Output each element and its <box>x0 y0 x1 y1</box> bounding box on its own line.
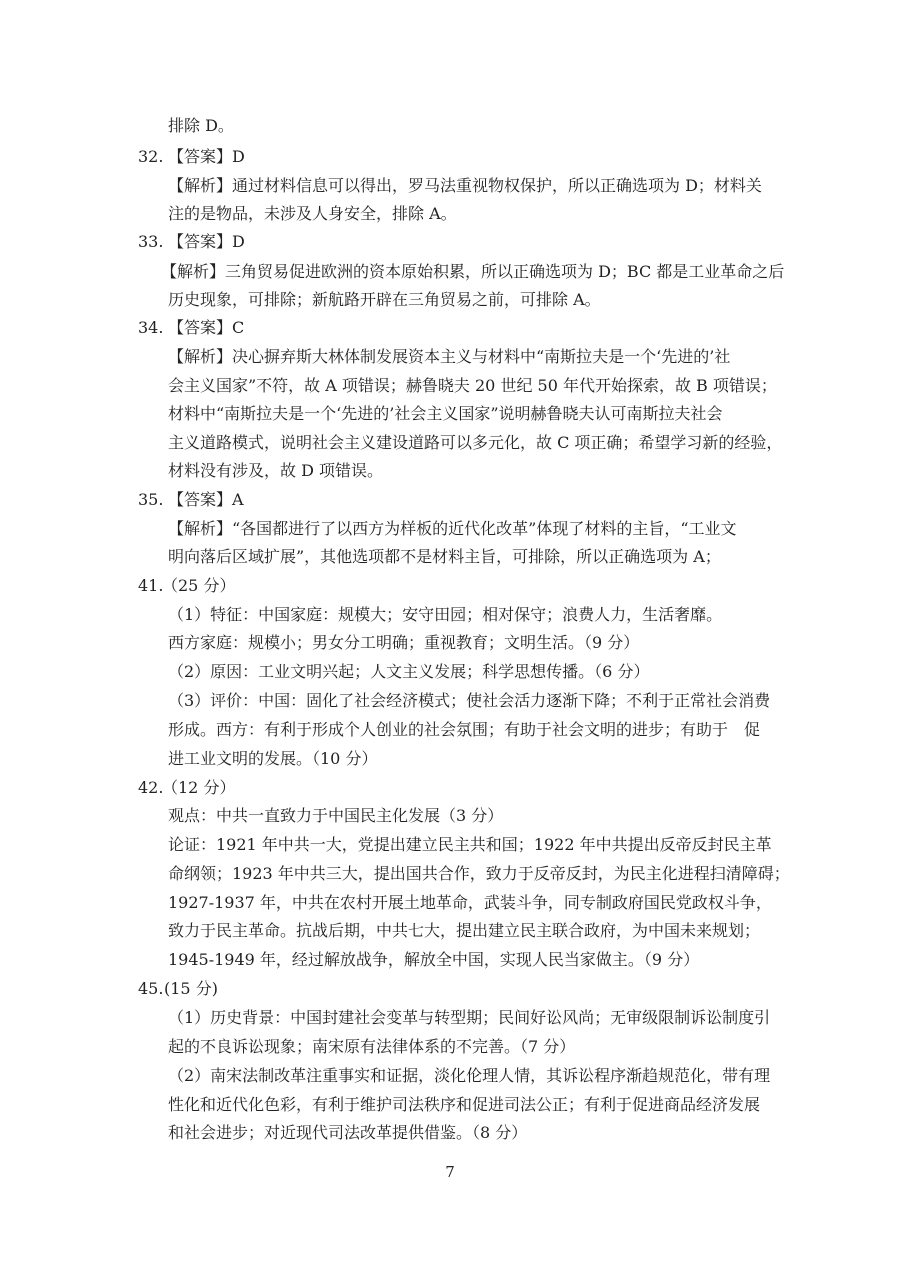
text-line: 会主义国家”不符，故 A 项错误；赫鲁晓夫 20 世纪 50 年代开始探索，故 B 项错误； <box>168 376 777 395</box>
text-line: 观点：中共一直致力于中国民主化发展（3 分） <box>168 806 504 825</box>
text-line: （3）评价：中国：固化了社会经济模式；使社会活力逐渐下降；不利于正常社会消费 <box>168 691 771 710</box>
question-number: 32. <box>138 147 164 166</box>
question-number: 42. <box>138 778 164 797</box>
text-line: 进工业文明的发展。（10 分） <box>168 749 378 768</box>
text-line: 主义道路模式，说明社会主义建设道路可以多元化，故 C 项正确；希望学习新的经验， <box>168 433 783 452</box>
analysis-line: 【解析】决心摒弃斯大林体制发展资本主义与材料中“南斯拉夫是一个‘先进的’社 <box>168 347 731 366</box>
question-number: 45. <box>138 979 164 998</box>
score-line: (15 分) <box>164 979 218 998</box>
answer-line: 【答案】C <box>168 318 245 337</box>
page-number: 7 <box>445 1163 455 1181</box>
text-line: 1945-1949 年，经过解放战争，解放全中国，实现人民当家做主。（9 分） <box>168 950 700 969</box>
text-line: 和社会进步；对近现代司法改革提供借鉴。（8 分） <box>168 1123 528 1142</box>
text-line: 形成。西方：有利于形成个人创业的社会氛围；有助于社会文明的进步；有助于 促 <box>168 720 761 739</box>
text-line: 论证：1921 年中共一大，党提出建立民主共和国；1922 年中共提出反帝反封民主革 <box>168 835 772 854</box>
text-line: 致力于民主革命。抗战后期，中共七大，提出建立民主联合政府，为中国未来规划； <box>168 921 761 940</box>
text-line: 1927-1937 年，中共在农村开展土地革命，武装斗争，同专制政府国民党政权斗争， <box>168 893 772 912</box>
text-line: 西方家庭：规模小；男女分工明确；重视教育；文明生活。（9 分） <box>168 633 640 652</box>
question-number: 33. <box>138 232 164 251</box>
question-number: 35. <box>138 490 164 509</box>
text-line: （1）特征：中国家庭：规模大；安守田园；相对保守；浪费人力，生活奢靡。 <box>168 605 723 624</box>
analysis-line: 【解析】通过材料信息可以得出，罗马法重视物权保护，所以正确选项为 D；材料关 <box>168 176 762 195</box>
analysis-line: 【解析】三角贸易促进欧洲的资本原始积累，所以正确选项为 D；BC 都是工业革命之后 <box>161 262 785 281</box>
text-line: （2）南宋法制改革注重事实和证据，淡化伦理人情，其诉讼程序渐趋规范化，带有理 <box>168 1066 771 1085</box>
text-line: （2）原因：工业文明兴起；人文主义发展；科学思想传播。（6 分） <box>168 662 650 681</box>
answer-line: 【答案】D <box>168 147 245 166</box>
analysis-line: 【解析】“各国都进行了以西方为样板的近代化改革”体现了材料的主旨，“工业文 <box>168 519 737 538</box>
text-line: 注的是物品，未涉及人身安全，排除 A。 <box>168 204 457 223</box>
text-line: 历史现象，可排除；新航路开辟在三角贸易之前，可排除 A。 <box>168 290 601 309</box>
text-line: 材料没有涉及，故 D 项错误。 <box>168 461 384 480</box>
answer-line: 【答案】A <box>168 490 244 509</box>
question-number: 41. <box>138 576 164 595</box>
score-line: （25 分） <box>162 576 236 595</box>
text-line: 命纲领；1923 年中共三大，提出国共合作，致力于反帝反封，为民主化进程扫清障碍； <box>168 864 790 883</box>
text-line: 排除 D。 <box>168 116 234 135</box>
text-line: 明向落后区域扩展”，其他选项都不是材料主旨，可排除，所以正确选项为 A； <box>168 547 721 566</box>
text-line: 材料中“南斯拉夫是一个‘先进的’社会主义国家”说明赫鲁晓夫认可南斯拉夫社会 <box>168 404 723 423</box>
text-line: 起的不良诉讼现象；南宋原有法律体系的不完善。（7 分） <box>168 1037 576 1056</box>
question-number: 34. <box>138 318 164 337</box>
text-line: 性化和近代化色彩，有利于维护司法秩序和促进司法公正；有利于促进商品经济发展 <box>168 1095 761 1114</box>
text-line: （1）历史背景：中国封建社会变革与转型期；民间好讼风尚；无审级限制诉讼制度引 <box>168 1008 771 1027</box>
score-line: （12 分） <box>162 778 236 797</box>
answer-line: 【答案】D <box>168 232 245 251</box>
